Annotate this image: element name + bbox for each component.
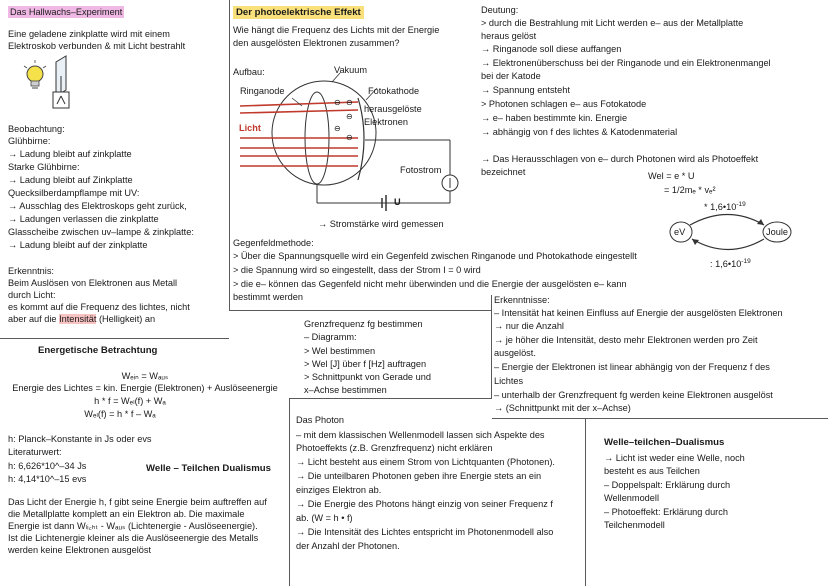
effect-title: Der photoelektrische Effekt [233,6,364,19]
photoeffekt-line: → Das Herausschlagen von e– durch Photonen wird als Photoeffekt [481,154,759,164]
energy-formula: Energie des Lichtes = kin. Energie (Elektronen) + Auslöseenergie [12,383,278,393]
gegenfeld-line: > die e– können das Gegenfeld nicht mehr überwinden und die Energie der ausgelösten e– kann [233,279,627,289]
dualism-label-left: Welle – Teilchen Dualismus [146,463,271,474]
deutung-line: > durch die Bestrahlung mit Licht werden e– aus der Metallplatte [481,18,744,28]
divider-grenz-top [229,310,492,311]
energy-paragraph-line: Ist die Lichtenergie kleiner als die Auslöseenergie des Metalls [8,533,259,543]
erkenntnis-line: Beim Auslösen von Elektronen aus Metall [8,278,178,288]
wel-formula-2: = 1/2mₑ * vₑ² [664,185,716,195]
factor-bottom: : $1,6•10^{-19}$ [710,258,751,270]
unit-joule: Joule [766,227,788,237]
divider-grenz-right [491,295,492,398]
constant-line: Literaturwert: [8,447,62,457]
energy-formula: h * f = Wₑₗ(f) + Wₐ [94,396,166,406]
electron-minus: ⊖ [346,133,353,142]
erkenntnis-line: es kommt auf die Frequenz des lichtes, nicht [8,302,190,312]
erkenntnisse-line: → (Schnittpunkt mit der x–Achse) [494,403,631,413]
hallwachs-title: Das Hallwachs–Experiment [10,7,123,17]
deutung-line: → Ringanode soll diese auffangen [481,44,622,54]
erkenntnis-line: durch Licht: [8,290,56,300]
grenz-line: x–Achse bestimmen [304,385,387,395]
wel-formula-1: Wel = e * U [648,171,695,181]
deutung-line: > Photonen schlagen e– aus Fotokatode [481,99,647,109]
apparatus-diagram [232,58,480,230]
label-fotokathode: Fotokathode [368,86,420,96]
hallwachs-intro-1: Eine geladene zinkplatte wird mit einem [8,29,170,39]
label-ringanode: Ringanode [240,86,285,96]
dualism-line: – Doppelspalt: Erklärung durch [604,480,731,490]
gegenfeld-line: > Über die Spannungsquelle wird ein Gegenfeld zwischen Ringanode und Photokathode eingestellt [233,251,637,261]
grenz-line: > Wel bestimmen [304,346,376,356]
hallwachs-line: Starke Glühbirne: [8,162,80,172]
photon-line: Photoeffekts (z.B. Grenzfrequenz) nicht erklären [296,443,493,453]
divider-photon-top [289,398,492,399]
energy-paragraph-line: die Metallplatte komplett an ein Elektron ab. Die maximale [8,509,245,519]
erkenntnisse-line: Lichtes [494,376,524,386]
hallwachs-sketch [22,52,82,110]
divider-photon-left [289,398,290,586]
gegenfeld-line: > die Spannung wird so eingestellt, dass der Strom I = 0 wird [233,265,481,275]
intensitaet-highlight: Intensität [59,314,97,324]
label-licht: Licht [239,123,261,133]
photon-line: der Anzahl der Photonen. [296,541,400,551]
erkenntnisse-line: – Energie der Elektronen ist linear abhängig von der Frequenz f des [494,362,770,372]
hallwachs-line: → Ladung bleibt auf zinkplatte [8,149,132,159]
hallwachs-line: → Ladung bleibt auf Zinkplatte [8,175,133,185]
grenz-line: > Schnittpunkt von Gerade und [304,372,431,382]
grenz-line: – Diagramm: [304,332,357,342]
erkenntnisse-line: → je höher die Intensität, desto mehr Elektronen werden pro Zeit [494,335,758,345]
hallwachs-line: Glasscheibe zwischen uv–lampe & zinkplatte: [8,227,194,237]
electron-minus: ⊖ [334,124,341,133]
divider-erkenntnisse-bottom [492,418,828,419]
hallwachs-line: → Ausschlag des Elektroskops geht zurück, [8,201,187,211]
dualism-line: Wellenmodell [604,493,659,503]
divider-horizontal-left [0,338,229,339]
hallwachs-line: Beobachtung: [8,124,65,134]
dualism-line: – Photoeffekt: Erklärung durch [604,507,728,517]
hallwachs-line: Quecksilberdampflampe mit UV: [8,188,140,198]
erkenntnis-line: Erkenntnis: [8,266,54,276]
electron-minus: ⊖ [346,112,353,121]
grenz-line: Grenzfrequenz fg bestimmen [304,319,423,329]
factor-top: * $1,6•10^{-19}$ [704,201,746,213]
divider-photon-right [585,418,586,586]
photoeffekt-line: bezeichnet [481,167,526,177]
erkenntnis-last-line [8,313,155,326]
energy-formula: Wₑₗ(f) = h * f – Wₐ [84,409,156,419]
constant-line: h: 6,626*10^–34 Js [8,461,87,471]
deutung-line: bei der Katode [481,71,541,81]
erkenntnisse-line: → nur die Anzahl [494,321,564,331]
energy-formula: Wₑᵢₙ = Wₐᵤₛ [121,371,169,381]
hallwachs-intro-2: Elektroskob verbunden & mit Licht bestrahlt [8,41,186,51]
energy-paragraph-line: Das Licht der Energie h, f gibt seine Energie beim auftreffen auf [8,497,267,507]
hallwachs-line: → Ladungen verlassen die zinkplatte [8,214,159,224]
label-herausgeloeste: herausgelöste [364,104,422,114]
gegenfeld-line: bestimmt werden [233,292,303,302]
deutung-line: → Elektronenüberschuss bei der Ringanode und ein Elektronenmangel [481,58,771,68]
photon-line: einziges Elektron ab. [296,485,382,495]
effect-question-2: den ausgelösten Elektronen zusammen? [233,38,400,48]
erkenntnisse-line: – unterhalb der Grenzfrequent fg werden keine Elektronen ausgelöst [494,390,773,400]
unit-ev: eV [674,227,686,237]
erkenntnis-last-pre: aber auf die [8,314,60,324]
deutung-line: → Spannung entsteht [481,85,570,95]
photon-line: → Die unteilbaren Photonen geben ihre Energie stets an ein [296,471,542,481]
constant-line: h: Planck–Konstante in Js oder evs [8,434,152,444]
erkenntnis-last-post: (Helligkeit) an [96,314,156,324]
erkenntnisse-line: Erkenntnisse: [494,295,550,305]
energy-paragraph-line: werden keine Elektronen ausgelöst [8,545,152,555]
label-elektronen: Elektronen [364,117,408,127]
energy-paragraph-line: Energie ist dann Wₗᵢ꜀ₕₜ - Wₐᵤₛ (Lichtenergie - Auslöseenergie). [8,521,258,531]
erkenntnisse-line: – Intensität hat keinen Einfluss auf Energie der ausgelösten Elektronen [494,308,783,318]
photon-line: → Die Intensität des Lichtes entspricht im Photonenmodell also [296,527,554,537]
erkenntnisse-line: ausgelöst. [494,348,536,358]
label-vakuum: Vakuum [334,65,368,75]
photon-line: Das Photon [296,415,345,425]
dualism-line: Teilchenmodell [604,520,665,530]
deutung-line: heraus gelöst [481,31,537,41]
gegenfeld-line: Gegenfeldmethode: [233,238,314,248]
photon-line: → Die Energie des Photons hängt einzig von seiner Frequenz f [296,499,553,509]
dualism-line: besteht es aus Teilchen [604,466,700,476]
zinc-plate-electroscope-icon [53,56,69,108]
hallwachs-line: Glühbirne: [8,136,51,146]
dualism-title: Welle–teilchen–Dualismus [604,437,725,448]
label-aufbau: Aufbau: [233,67,265,77]
label-u: U [394,197,401,207]
divider-vertical-left [229,0,230,310]
hallwachs-line: → Ladung bleibt auf der zinkplatte [8,240,148,250]
electron-minus: ⊖ [334,98,341,107]
grenz-line: > Wel [J] über f [Hz] auftragen [304,359,427,369]
photon-line: → Licht besteht aus einem Strom von Lichtquanten (Photonen). [296,457,555,467]
photon-line: – mit dem klassischen Wellenmodell lassen sich Aspekte des [296,430,545,440]
light-bulb-icon [24,60,46,88]
deutung-line: → e– haben bestimmte kin. Energie [481,113,628,123]
deutung-line: Deutung: [481,5,519,15]
dualism-line: → Licht ist weder eine Welle, noch [604,453,745,463]
effect-question-1: Wie hängt die Frequenz des Lichts mit der Energie [233,25,440,35]
deutung-line: → abhängig von f des lichtes & Katodenmaterial [481,127,678,137]
label-fotostrom: Fotostrom [400,165,442,175]
electron-minus: ⊖ [346,98,353,107]
photon-line: ab. (W = h • f) [296,513,353,523]
constant-line: h: 4,14*10^–15 evs [8,474,87,484]
energy-title: Energetische Betrachtung [38,345,158,356]
label-stromstaerke: → Stromstärke wird gemessen [318,219,444,229]
